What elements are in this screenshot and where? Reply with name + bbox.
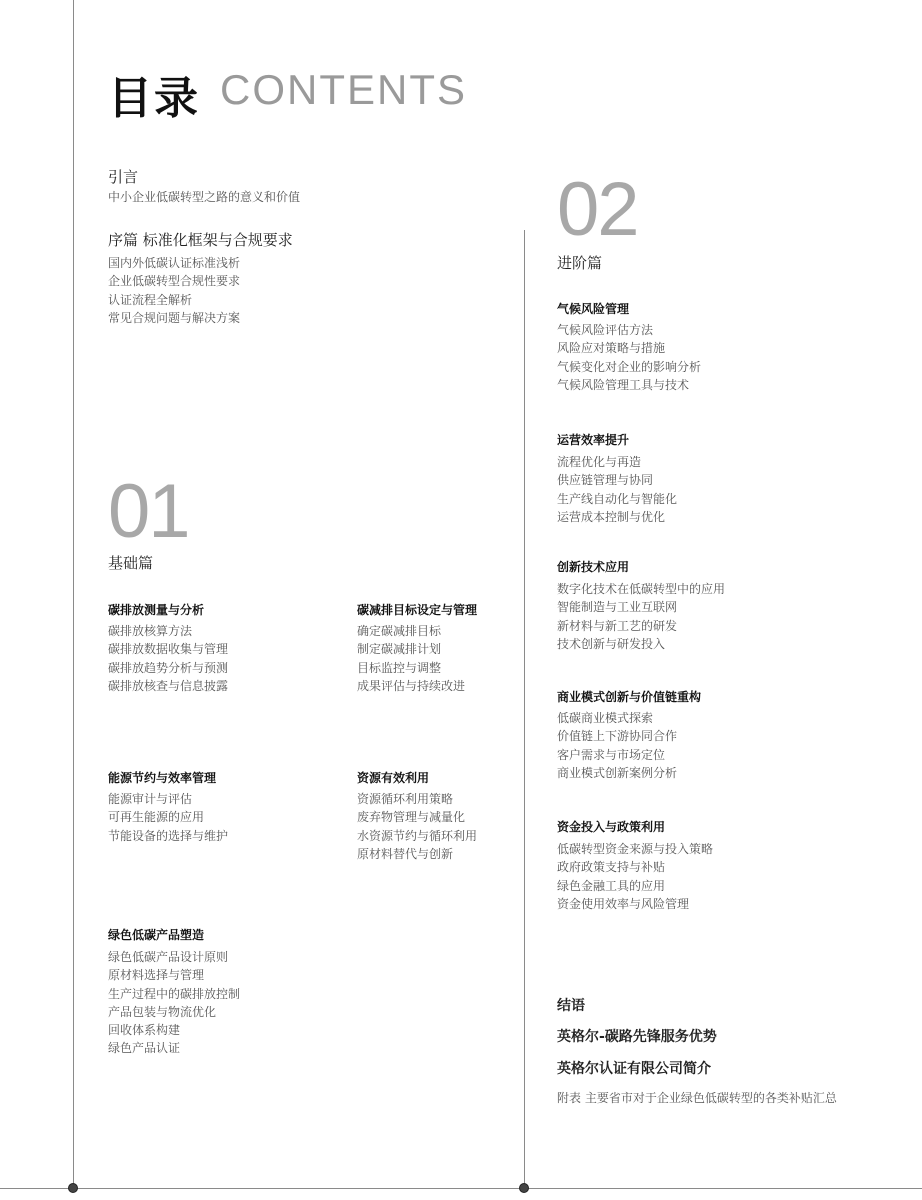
ending-company-intro[interactable]: 英格尔认证有限公司简介 [557, 1061, 711, 1077]
toc-item[interactable]: 运营成本控制与优化 [557, 509, 666, 524]
toc-item[interactable]: 流程优化与再造 [557, 455, 642, 469]
preface-item[interactable]: 认证流程全解析 [108, 292, 193, 307]
toc-item[interactable]: 绿色金融工具的应用 [557, 878, 666, 893]
toc-item[interactable]: 风险应对策略与措施 [557, 341, 666, 356]
part1-section-title[interactable]: 能源节约与效率管理 [108, 771, 217, 785]
toc-item[interactable]: 回收体系构建 [108, 1023, 181, 1038]
toc-item[interactable]: 确定碳减排目标 [357, 624, 442, 638]
toc-item[interactable]: 智能制造与工业互联网 [557, 600, 678, 615]
page-title-en: CONTENTS [220, 66, 467, 113]
toc-item[interactable]: 价值链上下游协同合作 [557, 729, 678, 744]
toc-item[interactable]: 原材料选择与管理 [108, 968, 205, 983]
part2-section-list [557, 321, 701, 394]
left-vertical-rule [73, 0, 74, 1188]
part1-section-list [108, 622, 228, 695]
toc-item[interactable]: 气候风险评估方法 [557, 323, 654, 337]
toc-item[interactable]: 废弃物管理与减量化 [357, 810, 466, 825]
toc-item[interactable]: 政府政策支持与补贴 [557, 860, 666, 875]
page-title-cn: 目录 [108, 73, 200, 124]
part2-section-list [557, 709, 677, 782]
part2-section-list [557, 840, 713, 913]
toc-item[interactable]: 水资源节约与循环利用 [357, 828, 478, 843]
toc-item[interactable]: 碳排放核查与信息披露 [108, 678, 229, 693]
toc-item[interactable]: 气候变化对企业的影响分析 [557, 359, 702, 374]
toc-item[interactable]: 节能设备的选择与维护 [108, 828, 229, 843]
toc-item[interactable]: 目标监控与调整 [357, 660, 442, 675]
toc-item[interactable]: 绿色产品认证 [108, 1041, 181, 1056]
part1-section-list [108, 948, 240, 1058]
toc-item[interactable]: 气候风险管理工具与技术 [557, 377, 690, 392]
toc-item[interactable]: 成果评估与持续改进 [357, 678, 466, 693]
part1-section-title[interactable]: 碳减排目标设定与管理 [357, 603, 478, 617]
toc-item[interactable]: 碳排放数据收集与管理 [108, 642, 229, 657]
toc-item[interactable]: 新材料与新工艺的研发 [557, 618, 678, 633]
preface-list [108, 254, 240, 327]
part1-section-title[interactable]: 绿色低碳产品塑造 [108, 928, 205, 942]
toc-item[interactable]: 低碳转型资金来源与投入策略 [557, 842, 714, 856]
toc-item[interactable]: 碳排放趋势分析与预测 [108, 660, 229, 675]
part2-section-title[interactable]: 商业模式创新与价值链重构 [557, 690, 702, 704]
toc-item[interactable]: 能源审计与评估 [108, 792, 193, 806]
middle-vertical-rule [524, 230, 525, 1188]
toc-item[interactable]: 产品包装与物流优化 [108, 1004, 217, 1019]
part2-section-title[interactable]: 气候风险管理 [557, 302, 630, 316]
part2-section-list [557, 453, 677, 526]
toc-item[interactable]: 资金使用效率与风险管理 [557, 896, 690, 911]
part1-number: 01 [108, 469, 189, 554]
part2-section-title[interactable]: 资金投入与政策利用 [557, 820, 666, 834]
part1-section-list [357, 622, 465, 695]
toc-item[interactable]: 原材料替代与创新 [357, 846, 454, 861]
middle-rule-dot [519, 1183, 529, 1193]
preface-item[interactable]: 企业低碳转型合规性要求 [108, 274, 241, 289]
ending-conclusion[interactable]: 结语 [557, 998, 585, 1014]
part2-section-title[interactable]: 创新技术应用 [557, 560, 630, 574]
toc-item[interactable]: 生产线自动化与智能化 [557, 491, 678, 506]
intro-subtitle: 中小企业低碳转型之路的意义和价值 [108, 190, 301, 204]
intro-heading[interactable]: 引言 [108, 168, 139, 186]
preface-heading[interactable]: 序篇 标准化框架与合规要求 [108, 231, 293, 249]
preface-item[interactable]: 国内外低碳认证标准浅析 [108, 256, 241, 270]
part1-section-list [357, 790, 477, 863]
toc-item[interactable]: 低碳商业模式探索 [557, 711, 654, 725]
toc-item[interactable]: 制定碳减排计划 [357, 642, 442, 657]
toc-item[interactable]: 资源循环利用策略 [357, 792, 454, 806]
toc-item[interactable]: 生产过程中的碳排放控制 [108, 986, 241, 1001]
toc-item[interactable]: 技术创新与研发投入 [557, 636, 666, 651]
part2-section-title[interactable]: 运营效率提升 [557, 433, 630, 447]
preface-item[interactable]: 常见合规问题与解决方案 [108, 310, 241, 325]
toc-item[interactable]: 数字化技术在低碳转型中的应用 [557, 582, 726, 596]
part1-name[interactable]: 基础篇 [108, 554, 154, 572]
part1-section-title[interactable]: 碳排放测量与分析 [108, 603, 205, 617]
ending-advantages[interactable]: 英格尔-碳路先锋服务优势 [557, 1029, 717, 1045]
part2-number: 02 [557, 167, 638, 252]
part2-name[interactable]: 进阶篇 [557, 254, 603, 272]
ending-appendix[interactable]: 附表 主要省市对于企业绿色低碳转型的各类补贴汇总 [557, 1091, 837, 1105]
toc-item[interactable]: 碳排放核算方法 [108, 624, 193, 638]
toc-item[interactable]: 可再生能源的应用 [108, 810, 205, 825]
toc-item[interactable]: 商业模式创新案例分析 [557, 765, 678, 780]
part1-section-list [108, 790, 228, 845]
left-rule-dot [68, 1183, 78, 1193]
toc-item[interactable]: 供应链管理与协同 [557, 473, 654, 488]
part2-section-list [557, 580, 725, 653]
toc-item[interactable]: 绿色低碳产品设计原则 [108, 950, 229, 964]
part1-section-title[interactable]: 资源有效利用 [357, 771, 430, 785]
toc-item[interactable]: 客户需求与市场定位 [557, 747, 666, 762]
bottom-horizontal-rule [0, 1188, 922, 1189]
